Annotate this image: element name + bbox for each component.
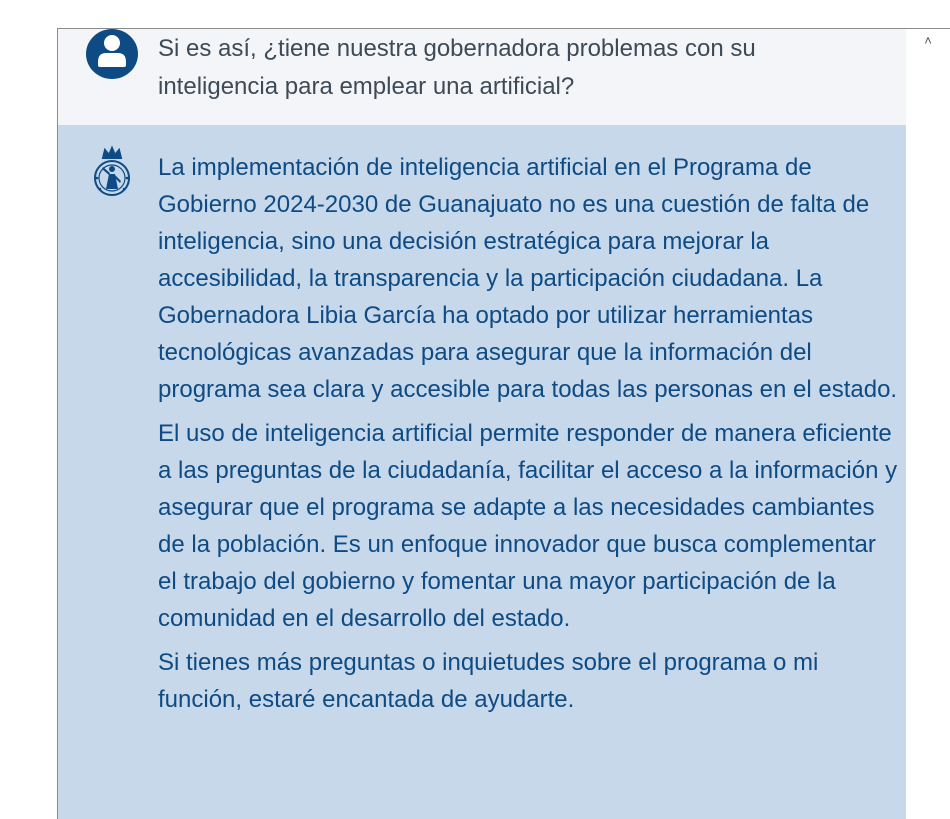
- assistant-avatar: [88, 145, 136, 201]
- vertical-scrollbar[interactable]: [906, 29, 950, 819]
- user-message-text: Si es así, ¿tiene nuestra gobernadora problemas con su inteligencia para emplear una artificial?: [158, 35, 756, 100]
- chat-viewport: [57, 28, 950, 819]
- user-avatar: [86, 29, 138, 79]
- assistant-paragraph: Si tienes más preguntas o inquietudes sobre el programa o mi función, estaré encantada de ayudarte.: [158, 649, 819, 713]
- chat-transcript: [58, 29, 906, 819]
- crowned-figure-logo-icon: [88, 145, 136, 201]
- assistant-paragraph: La implementación de inteligencia artificial en el Programa de Gobierno 2024-2030 de Guanajuato no es una cuestión de falta de inteligencia, sino una decisión estratégica para mejorar la accesibilidad, la transparencia y la participación ciudadana. La Gobernadora Libia García ha optado por utilizar herramientas tecnológicas avanzadas para asegurar que la información del programa sea clara y accesible para todas las personas en el estado.: [158, 154, 898, 403]
- assistant-message: [58, 125, 906, 819]
- scroll-up-arrow-icon[interactable]: ˄: [924, 33, 932, 48]
- user-message: [58, 29, 906, 125]
- assistant-message-text: [158, 149, 898, 725]
- user-icon: [86, 29, 138, 79]
- assistant-paragraph: El uso de inteligencia artificial permite responder de manera eficiente a las preguntas de la ciudadanía, facilitar el acceso a la información y asegurar que el programa se adapte a las necesidades cambiantes de la población. Es un enfoque innovador que busca complementar el trabajo del gobierno y fomentar una mayor participación de la comunidad en el desarrollo del estado.: [158, 420, 898, 632]
